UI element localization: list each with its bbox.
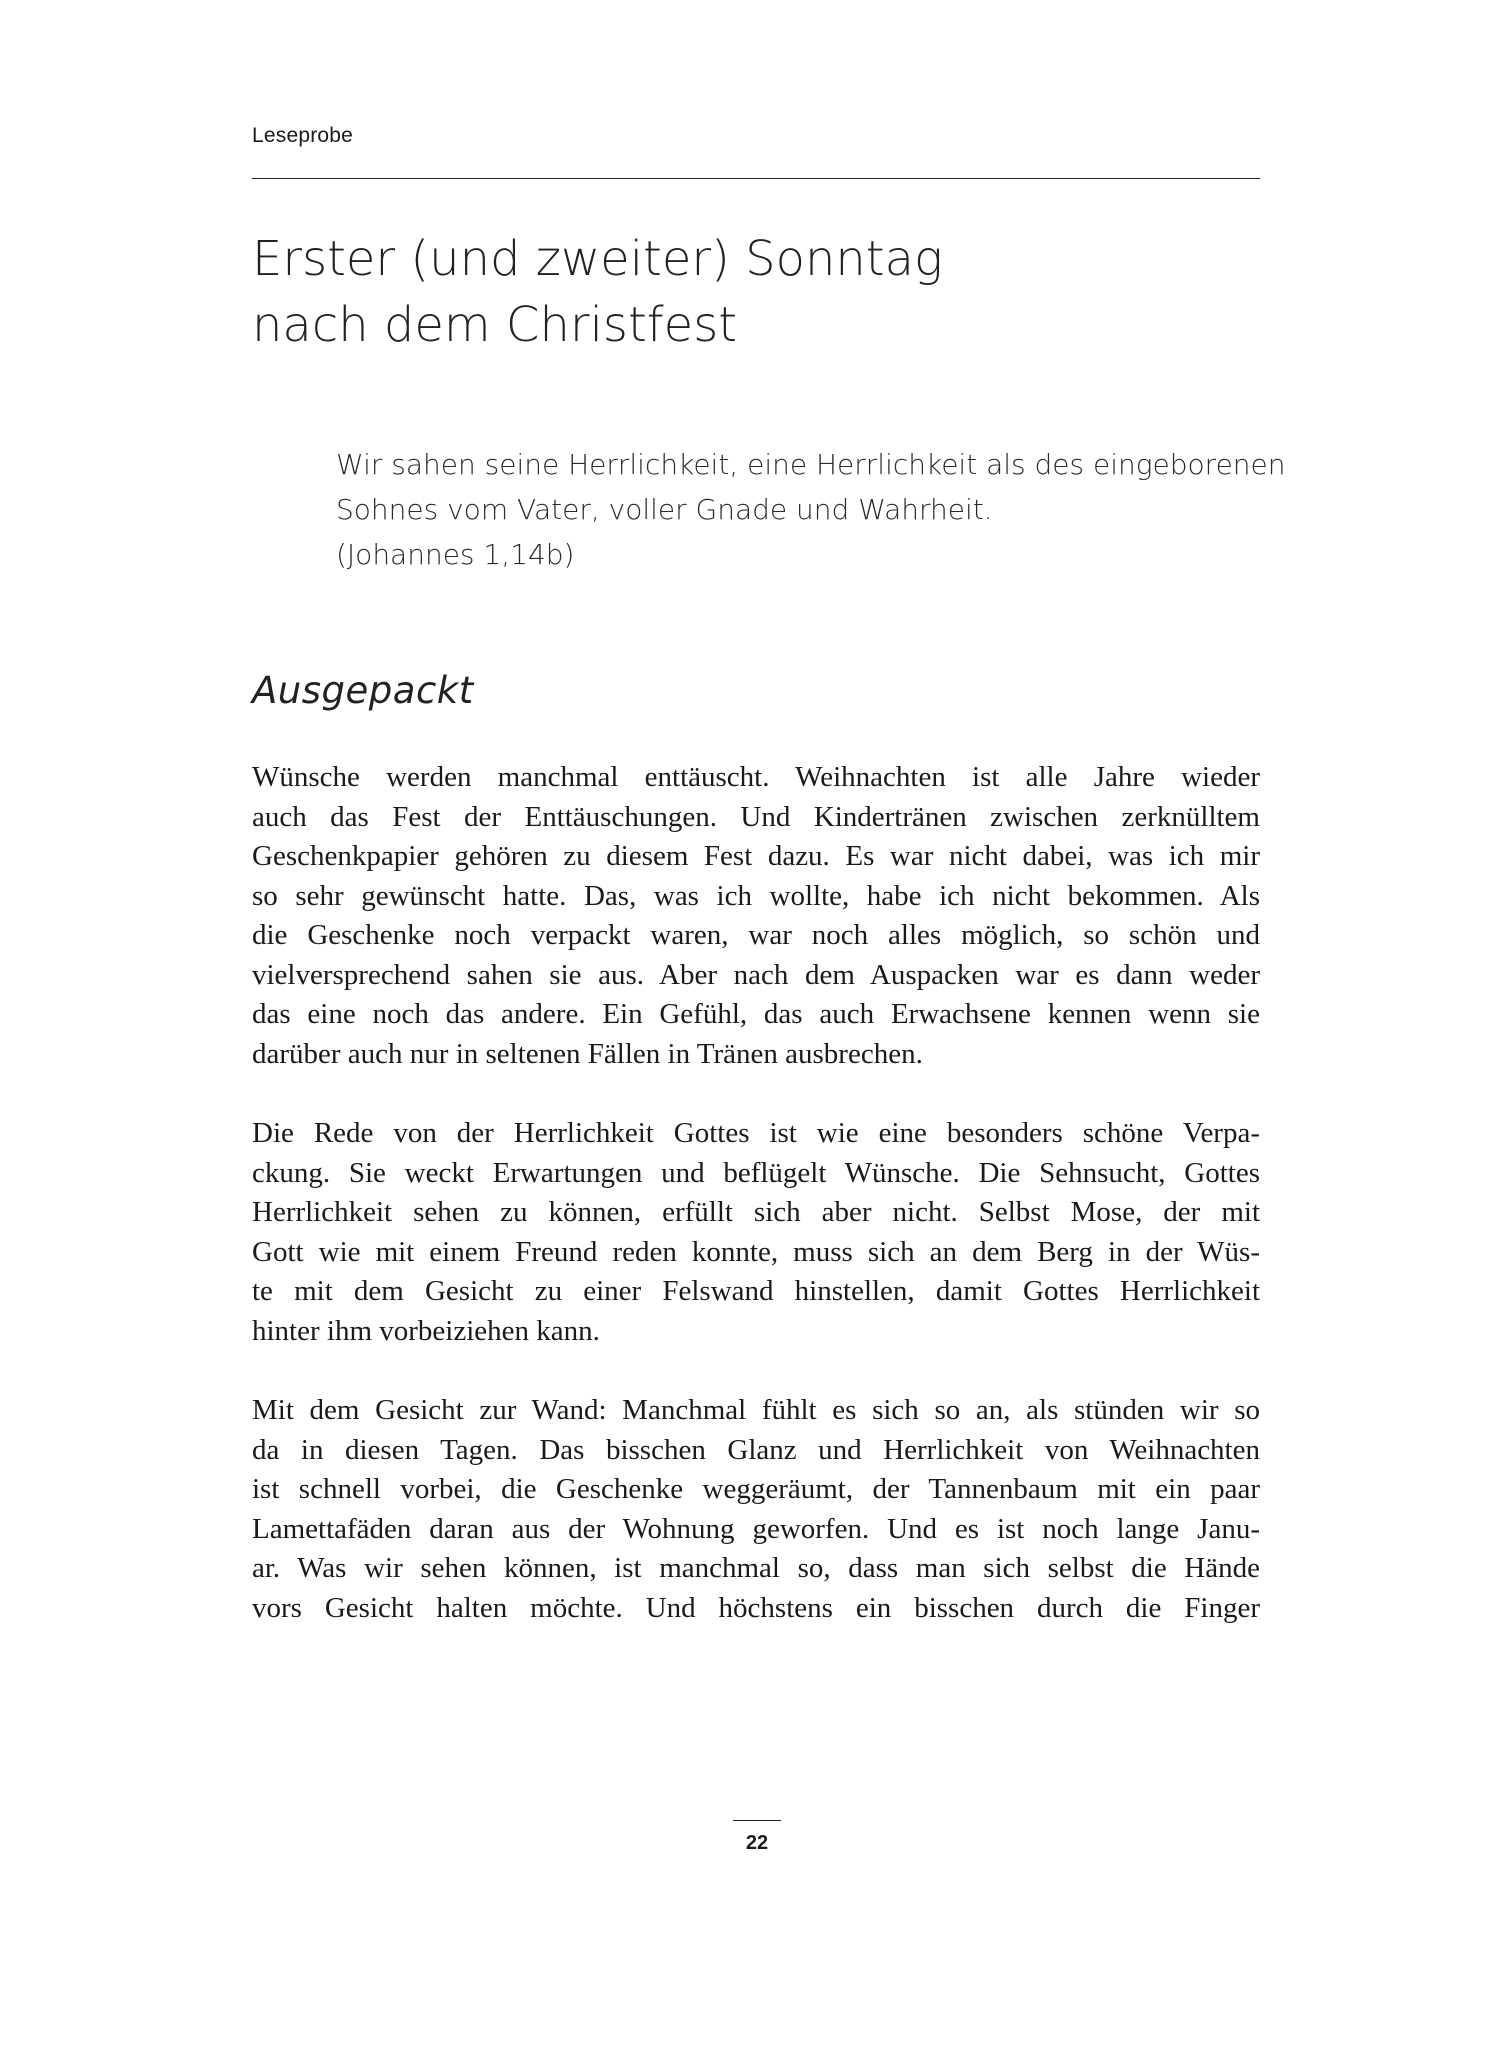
paragraph-line: Gott wie mit einem Freund reden konnte, muss sich an dem Berg in der Wüs- [252,1235,1260,1268]
body-paragraph [252,1114,1260,1351]
paragraph-line: so sehr gewünscht hatte. Das, was ich wollte, habe ich nicht bekommen. Als [252,879,1260,912]
paragraph-line: die Geschenke noch verpackt waren, war noch alles möglich, so schön und [252,919,1260,951]
body-paragraph [252,1391,1260,1628]
epigraph-reference: (Johannes 1,14b) [336,538,575,571]
paragraph-line: vielversprechend sahen sie aus. Aber nach dem Auspacken war es dann weder [252,958,1260,991]
paragraph-line: ckung. Sie weckt Erwartungen und beflügelt Wünsche. Die Sehnsucht, Gottes [252,1156,1260,1189]
paragraph-line: Wünsche werden manchmal enttäuscht. Weihnachten ist alle Jahre wieder [252,761,1260,793]
paragraph-line: da in diesen Tagen. Das bisschen Glanz und Herrlichkeit von Weihnachten [252,1433,1260,1466]
section-title: Ausgepackt [252,669,474,712]
paragraph-line: Die Rede von der Herrlichkeit Gottes ist wie eine besonders schöne Verpa- [252,1117,1260,1149]
paragraph-line: ar. Was wir sehen können, ist manchmal so, dass man sich selbst die Hände [252,1552,1260,1584]
paragraph-line: Geschenkpapier gehören zu diesem Fest dazu. Es war nicht dabei, was ich mir [252,840,1260,872]
paragraph-line: te mit dem Gesicht zu einer Felswand hinstellen, damit Gottes Herrlichkeit [252,1275,1260,1307]
paragraph-line: hinter ihm vorbeiziehen kann. [252,1314,600,1347]
paragraph-line: Lamettafäden daran aus der Wohnung geworfen. Und es ist noch lange Janu- [252,1512,1260,1545]
epigraph-line: Sohnes vom Vater, voller Gnade und Wahrheit. [336,493,993,526]
chapter-title-line: nach dem Christfest [252,297,738,353]
paragraph-line: vors Gesicht halten möchte. Und höchstens ein bisschen durch die Finger [252,1591,1260,1624]
page-number: 22 [745,1832,769,1854]
body-paragraph [252,758,1260,1074]
paragraph-line: darüber auch nur in seltenen Fällen in Tränen ausbrechen. [252,1037,923,1070]
chapter-title-line: Erster (und zweiter) Sonntag [252,231,943,287]
paragraph-line: das eine noch das andere. Ein Gefühl, das auch Erwachsene kennen wenn sie [252,998,1260,1030]
header-divider [252,178,1260,179]
bible-verse-epigraph [336,442,1286,577]
paragraph-line: Herrlichkeit sehen zu können, erfüllt sich aber nicht. Selbst Mose, der mit [252,1196,1260,1228]
paragraph-line: auch das Fest der Enttäuschungen. Und Kindertränen zwischen zerknülltem [252,800,1260,833]
chapter-title [252,226,1252,358]
paragraph-line: ist schnell vorbei, die Geschenke weggeräumt, der Tannenbaum mit ein paar [252,1473,1260,1505]
page-number-rule [733,1820,781,1821]
epigraph-line: Wir sahen seine Herrlichkeit, eine Herrlichkeit als des eingeborenen [336,448,1286,481]
paragraph-line: Mit dem Gesicht zur Wand: Manchmal fühlt es sich so an, als stünden wir so [252,1394,1260,1426]
running-header: Leseprobe [252,124,354,147]
